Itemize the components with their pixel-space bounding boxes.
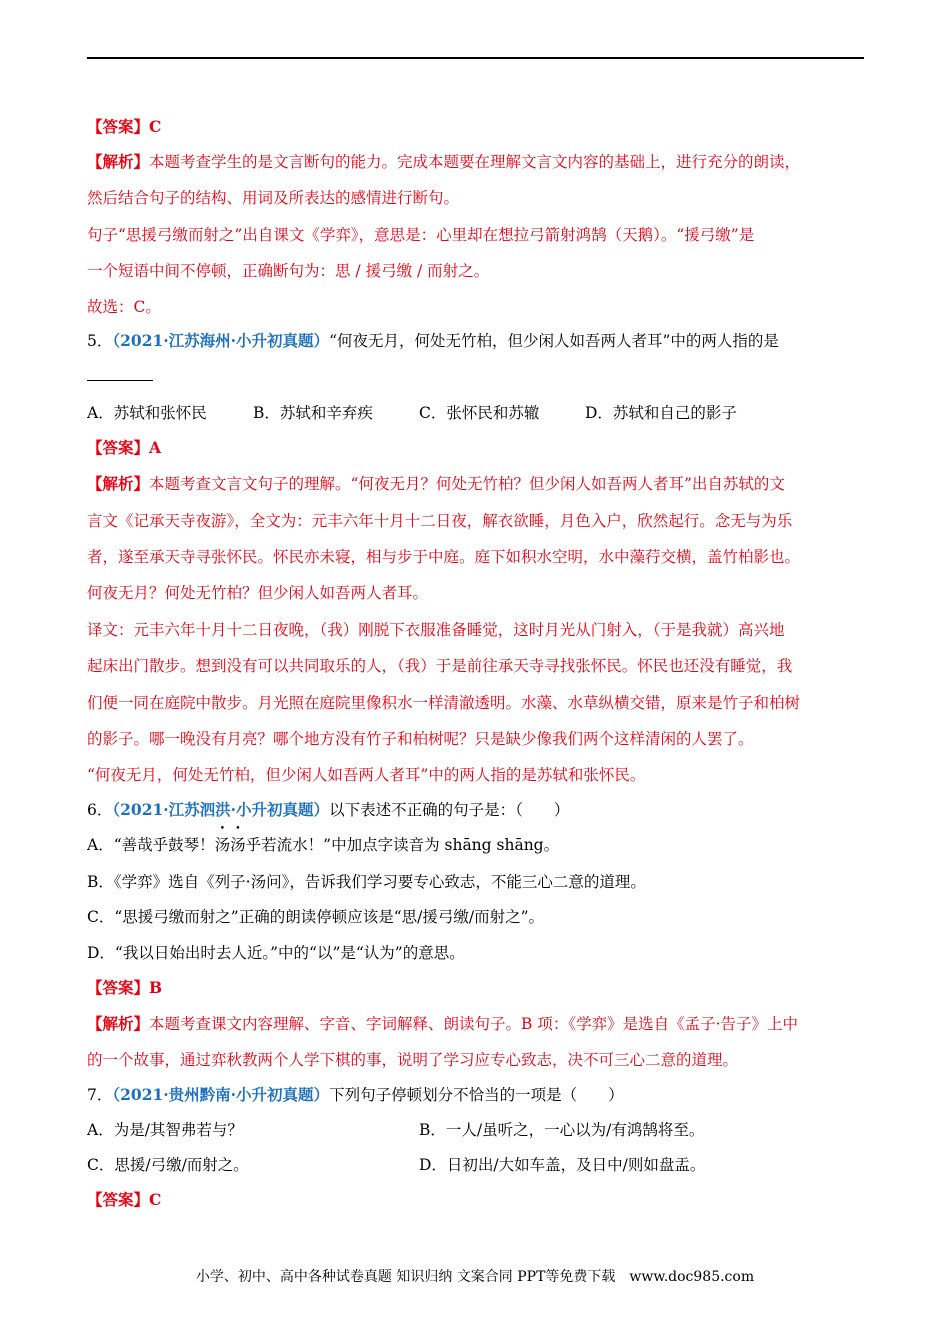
q5-answer: 【答案】A: [87, 438, 162, 457]
q4-analysis-line2: 然后结合句子的结构、用词及所表达的感情进行断句。: [87, 189, 460, 207]
q5-conclusion: “何夜无月，何处无竹柏，但少闲人如吾两人者耳”中的两人指的是苏轼和张怀民。: [87, 766, 646, 784]
q5-analysis-line3: 者，遂至承天寺寻张怀民。怀民亦未寝，相与步于中庭。庭下如积水空明，水中藻荇交横，盖竹柏影也。: [87, 548, 801, 566]
page-footer: 小学、初中、高中各种试卷真题 知识归纳 文案合同 PPT等免费下载 www.doc985.com: [195, 1269, 755, 1285]
q5-translation-line1: 译文：元丰六年十月十二日夜晚，（我）刚脱下衣服准备睡觉，这时月光从门射入，（于是我就）高兴地: [87, 621, 785, 639]
q7-answer: 【答案】C: [87, 1190, 162, 1209]
header-rule: [87, 57, 864, 59]
q6-option-b: B．《学弈》选自《列子·汤问》，告诉我们学习要专心致志，不能三心二意的道理。: [87, 873, 646, 891]
q7-option-a: A．为是/其智弗若与？: [87, 1121, 243, 1139]
q6-answer: 【答案】B: [87, 978, 163, 997]
q7-option-b: B．一人/虽听之，一心以为/有鸿鹄将至。: [419, 1121, 705, 1139]
q5-translation-line4: 的影子。哪一晚没有月亮？哪个地方没有竹子和柏树呢？只是缺少像我们两个这样清闲的人罢了。: [87, 730, 754, 748]
emphasis-dot-char: 汤: [230, 836, 246, 854]
q4-analysis-line3: 句子“思援弓缴而射之”出自课文《学弈》，意思是：心里却在想拉弓箭射鸿鹄（天鹅）。“援弓缴”是: [87, 226, 755, 244]
q6-option-d: D．“我以日始出时去人近。”中的“以”是“认为”的意思。: [87, 944, 465, 962]
q7-option-c: C．思援/弓缴/而射之。: [87, 1156, 249, 1174]
q5-option-d: D．苏轼和自己的影子: [585, 404, 737, 422]
q4-conclusion: 故选：C。: [87, 298, 161, 316]
q5-option-a: A．苏轼和张怀民: [87, 404, 207, 422]
q5-analysis-line2: 言文《记承天寺夜游》，全文为：元丰六年十月十二日夜，解衣欲睡，月色入户，欣然起行。念无与为乐: [87, 512, 793, 530]
q5-analysis-line1: 【解析】本题考查文言文句子的理解。“何夜无月？何处无竹柏？但少闲人如吾两人者耳”出自苏轼的文: [87, 474, 785, 493]
q6-analysis-line2: 的一个故事，通过弈秋教两个人学下棋的事，说明了学习应专心致志，决不可三心二意的道理。: [87, 1051, 739, 1069]
q7-option-d: D．日初出/大如车盖，及日中/则如盘盂。: [419, 1156, 706, 1174]
q4-answer: 【答案】C: [87, 117, 162, 136]
q5-translation-line2: 起床出门散步。想到没有可以共同取乐的人，（我）于是前往承天寺寻找张怀民。怀民也还没有睡觉，我: [87, 657, 793, 675]
q5-answer-blank: [87, 366, 153, 386]
q6-stem: 6．（2021·江苏泗洪·小升初真题）以下表述不正确的句子是：（ ）: [87, 800, 570, 819]
q5-analysis-line4: 何夜无月？何处无竹柏？但少闲人如吾两人者耳。: [87, 584, 429, 602]
q5-option-c: C．张怀民和苏辙: [419, 404, 540, 422]
q4-analysis-line1: 【解析】本题考查学生的是文言断句的能力。完成本题要在理解文言文内容的基础上，进行充分的朗读，: [87, 152, 801, 171]
q5-option-b: B．苏轼和辛弃疾: [253, 404, 373, 422]
q5-stem: 5．（2021·江苏海州·小升初真题）“何夜无月，何处无竹柏，但少闲人如吾两人者耳”中的两人指的是: [87, 331, 779, 350]
q7-stem: 7．（2021·贵州黔南·小升初真题）下列句子停顿划分不恰当的一项是（ ）: [87, 1085, 624, 1104]
q6-option-c: C．“思援弓缴而射之”正确的朗读停顿应该是“思/援弓缴/而射之”。: [87, 908, 545, 926]
q6-option-a: A．“善哉乎鼓琴！汤汤乎若流水！”中加点字读音为 shāng shāng。: [87, 836, 560, 854]
emphasis-dot-char: 汤: [214, 836, 231, 854]
q6-analysis-line1: 【解析】本题考查课文内容理解、字音、字词解释、朗读句子。B 项：《学弈》是选自《孟子·告子》上中: [87, 1014, 799, 1033]
q4-analysis-line4: 一个短语中间不停顿，正确断句为：思 / 援弓缴 / 而射之。: [87, 262, 490, 280]
q5-translation-line3: 们便一同在庭院中散步。月光照在庭院里像积水一样清澈透明。水藻、水草纵横交错，原来是竹子和柏树: [87, 694, 801, 712]
